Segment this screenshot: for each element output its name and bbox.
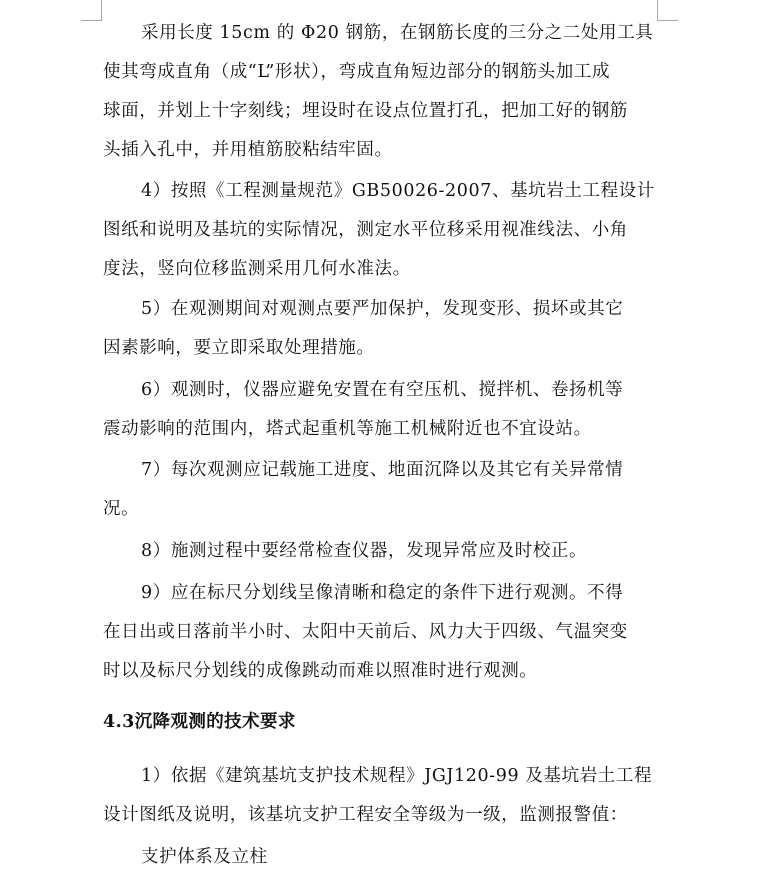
line-19: 1）依据《建筑基坑支护技术规程》JGJ120-99 及基坑岩土工程 [141, 766, 653, 786]
line-8: 5）在观测期间对观测点要严加保护，发现变形、损坏或其它 [141, 299, 624, 319]
line-17: 时以及标尺分划线的成像跳动而难以照准时进行观测。 [103, 661, 538, 681]
line-15: 9）应在标尺分划线呈像清晰和稳定的条件下进行观测。不得 [141, 583, 624, 603]
line-1: 采用长度 15cm 的 Φ20 钢筋，在钢筋长度的三分之二处用工具 [141, 23, 654, 43]
line-3: 球面，并划上十字刻线；埋设时在设点位置打孔，把加工好的钢筋 [103, 101, 628, 121]
line-7: 度法，竖向位移监测采用几何水准法。 [103, 259, 411, 279]
top-left-margin-mark [81, 0, 102, 21]
line-4: 头插入孔中，并用植筋胶粘结牢固。 [103, 140, 393, 160]
line-14: 8）施测过程中要经常检查仪器，发现异常应及时校正。 [141, 541, 588, 561]
line-5: 4）按照《工程测量规范》GB50026-2007、基坑岩土工程设计 [141, 181, 655, 201]
line-11: 震动影响的范围内，塔式起重机等施工机械附近也不宜设站。 [103, 419, 592, 439]
line-16: 在日出或日落前半小时、太阳中天前后、风力大于四级、气温突变 [103, 622, 628, 642]
line-2: 使其弯成直角（成“L”形状），弯成直角短边部分的钢筋头加工成 [103, 62, 611, 82]
line-21: 支护体系及立柱 [141, 847, 268, 867]
line-10: 6）观测时，仪器应避免安置在有空压机、搅拌机、卷扬机等 [141, 380, 624, 400]
line-6: 图纸和说明及基坑的实际情况，测定水平位移采用视准线法、小角 [103, 220, 628, 240]
line-9: 因素影响，要立即采取处理措施。 [103, 338, 375, 358]
line-13: 况。 [103, 499, 140, 519]
section-heading: 4.3沉降观测的技术要求 [103, 712, 296, 732]
line-12: 7）每次观测应记载施工进度、地面沉降以及其它有关异常情 [141, 460, 624, 480]
line-20: 设计图纸及说明，该基坑支护工程安全等级为一级，监测报警值： [103, 805, 628, 825]
